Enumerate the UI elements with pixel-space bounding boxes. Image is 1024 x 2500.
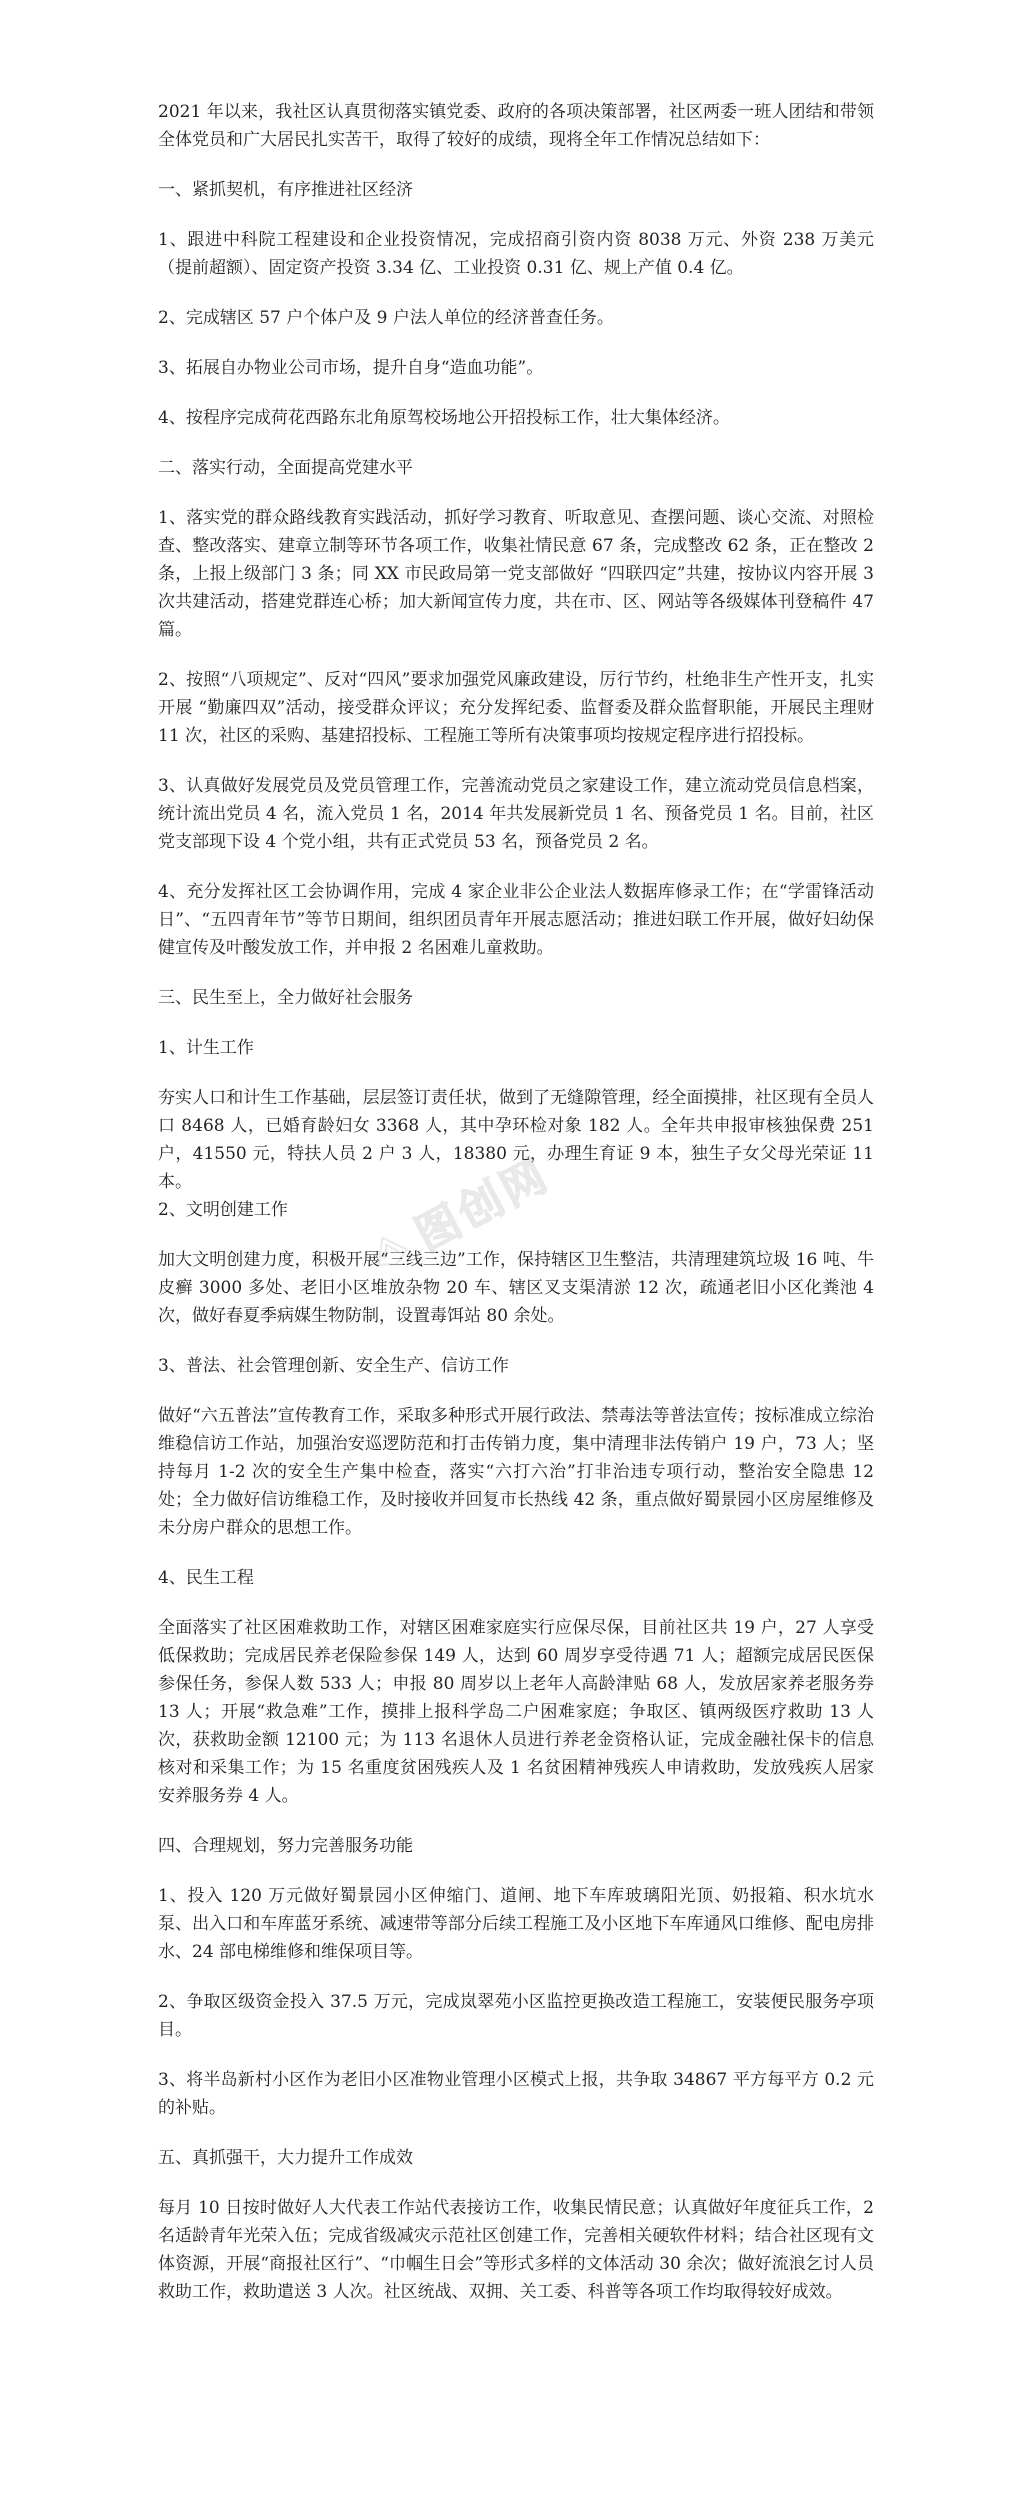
paragraph: 1、投入 120 万元做好蜀景园小区伸缩门、道闸、地下车库玻璃阳光顶、奶报箱、积水坑水泵、出入口和车库蓝牙系统、减速带等部分后续工程施工及小区地下车库通风口维修、配电房排水、24 部电梯维修和维保项目等。 — [158, 1886, 874, 1962]
paragraph: 1、跟进中科院工程建设和企业投资情况，完成招商引资内资 8038 万元、外资 238 万美元（提前超额）、固定资产投资 3.34 亿、工业投资 0.31 亿、规上产值 0.4 亿。 — [158, 230, 874, 278]
section-heading: 4、民生工程 — [158, 1568, 254, 1588]
section-heading: 2、文明创建工作 — [158, 1200, 288, 1220]
paragraph: 3、拓展自办物业公司市场，提升自身“造血功能”。 — [158, 358, 544, 378]
paragraph: 2021 年以来，我社区认真贯彻落实镇党委、政府的各项决策部署，社区两委一班人团结和带领全体党员和广大居民扎实苦干，取得了较好的成绩，现将全年工作情况总结如下： — [158, 102, 874, 150]
section-heading: 1、计生工作 — [158, 1038, 254, 1058]
paragraph: 每月 10 日按时做好人大代表工作站代表接访工作，收集民情民意；认真做好年度征兵工作，2 名适龄青年光荣入伍；完成省级减灾示范社区创建工作，完善相关硬软件材料；结合社区现有文体资源，开展“商报社区行”、“巾帼生日会”等形式多样的文体活动 30 余次；做好流浪乞讨人员救助工作，救助遣送 3 人次。社区统战、双拥、关工委、科普等各项工作均取得较好成效。 — [158, 2198, 874, 2302]
paragraph: 3、将半岛新村小区作为老旧小区准物业管理小区模式上报，共争取 34867 平方每平方 0.2 元的补贴。 — [158, 2070, 874, 2118]
paragraph: 夯实人口和计生工作基础，层层签订责任状，做到了无缝隙管理，经全面摸排，社区现有全员人口 8468 人，已婚育龄妇女 3368 人，其中孕环检对象 182 人。全年共申报审核独保费 251户，41550 元，特扶人员 2 户 3 人，18380 元，办理生育证 9 本，独生子女父母光荣证 11 本。 — [158, 1088, 874, 1192]
paragraph: 全面落实了社区困难救助工作，对辖区困难家庭实行应保尽保，目前社区共 19 户，27 人享受低保救助；完成居民养老保险参保 149 人，达到 60 周岁享受待遇 71 人；超额完成居民医保参保任务，参保人数 533 人；申报 80 周岁以上老年人高龄津贴 68 人，发放居家养老服务券 13 人；开展“救急难”工作，摸排上报科学岛二户困难家庭；争取区、镇两级医疗救助 13 人次，获救助金额 12100 元；为 113 名退休人员进行养老金资格认证，完成金融社保卡的信息核对和采集工作；为 15 名重度贫困残疾人及 1 名贫困精神残疾人申请救助，发放残疾人居家安养服务券 4 人。 — [158, 1618, 874, 1806]
section-heading: 三、民生至上，全力做好社会服务 — [158, 988, 413, 1008]
section-heading: 五、真抓强干，大力提升工作成效 — [158, 2148, 413, 2168]
paragraph: 3、认真做好发展党员及党员管理工作，完善流动党员之家建设工作，建立流动党员信息档案，统计流出党员 4 名，流入党员 1 名，2014 年共发展新党员 1 名、预备党员 1 名。目前，社区党支部现下设 4 个党小组，共有正式党员 53 名，预备党员 2 名。 — [158, 776, 874, 852]
paragraph: 4、充分发挥社区工会协调作用，完成 4 家企业非公企业法人数据库修录工作；在“学雷锋活动日”、“五四青年节”等节日期间，组织团员青年开展志愿活动；推进妇联工作开展，做好妇幼保健宣传及叶酸发放工作，并申报 2 名困难儿童救助。 — [158, 882, 874, 958]
paragraph: 2、按照“八项规定”、反对“四风”要求加强党风廉政建设，厉行节约，杜绝非生产性开支，扎实开展 “勤廉四双”活动，接受群众评议；充分发挥纪委、监督委及群众监督职能，开展民主理财 11 次，社区的采购、基建招投标、工程施工等所有决策事项均按规定程序进行招投标。 — [158, 670, 874, 746]
section-heading: 二、落实行动，全面提高党建水平 — [158, 458, 413, 478]
paragraph: 2、完成辖区 57 户个体户及 9 户法人单位的经济普查任务。 — [158, 308, 614, 328]
paragraph: 做好“六五普法”宣传教育工作，采取多种形式开展行政法、禁毒法等普法宣传；按标准成立综治维稳信访工作站，加强治安巡逻防范和打击传销力度，集中清理非法传销户 19 户，73 人；坚持每月 1-2 次的安全生产集中检查，落实“六打六治”打非治违专项行动，整治安全隐患 12 处；全力做好信访维稳工作，及时接收并回复市长热线 42 条，重点做好蜀景园小区房屋维修及未分房户群众的思想工作。 — [158, 1406, 874, 1538]
watermark-text: 图创网 — [407, 1148, 559, 1262]
paragraph: 加大文明创建力度，积极开展“三线三边”工作，保持辖区卫生整洁，共清理建筑垃圾 16 吨、牛皮癣 3000 多处、老旧小区堆放杂物 20 车、辖区叉支渠清淤 12 次，疏通老旧小区化粪池 4 次，做好春夏季病媒生物防制，设置毒饵站 80 余处。 — [158, 1250, 874, 1326]
section-heading: 3、普法、社会管理创新、安全生产、信访工作 — [158, 1356, 509, 1376]
section-heading: 四、合理规划，努力完善服务功能 — [158, 1836, 413, 1856]
section-heading: 一、紧抓契机，有序推进社区经济 — [158, 180, 413, 200]
paragraph: 2、争取区级资金投入 37.5 万元，完成岚翠苑小区监控更换改造工程施工，安装便民服务亭项目。 — [158, 1992, 874, 2040]
paragraph: 1、落实党的群众路线教育实践活动，抓好学习教育、听取意见、查摆问题、谈心交流、对照检查、整改落实、建章立制等环节各项工作，收集社情民意 67 条，完成整改 62 条，正在整改 2 条，上报上级部门 3 条；同 XX 市民政局第一党支部做好 “四联四定”共建，按协议内容开展 3 次共建活动，搭建党群连心桥；加大新闻宣传力度，共在市、区、网站等各级媒体刊登稿件 47 篇。 — [158, 508, 874, 640]
document-body — [158, 98, 874, 2328]
paragraph: 4、按程序完成荷花西路东北角原驾校场地公开招投标工作，壮大集体经济。 — [158, 408, 730, 428]
